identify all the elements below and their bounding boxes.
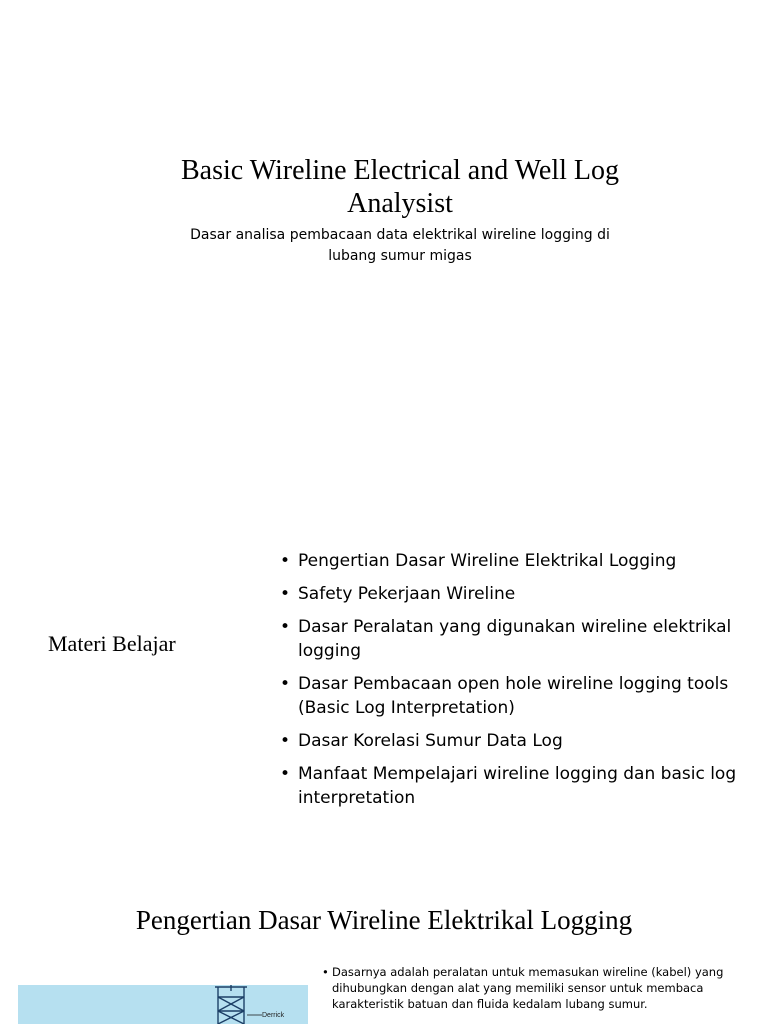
bullet-icon: • (280, 764, 291, 784)
pengertian-description (322, 964, 758, 1012)
list-item-text: Dasar Pembacaan open hole wireline logging tools (Basic Log Interpretation) (298, 674, 729, 718)
list-item-text: Pengertian Dasar Wireline Elektrikal Logging (298, 551, 677, 571)
list-item-text: Dasar Peralatan yang digunakan wireline elektrikal logging (298, 617, 732, 661)
list-item-text: Safety Pekerjaan Wireline (298, 584, 516, 604)
list-item (280, 582, 750, 606)
list-item (280, 729, 750, 753)
list-item-text: Dasar Korelasi Sumur Data Log (298, 731, 563, 751)
bullet-icon: • (280, 617, 291, 637)
presentation-title: Basic Wireline Electrical and Well Log Analysist (181, 155, 619, 219)
materi-list (280, 549, 750, 819)
derrick-label: Derrick (262, 1012, 285, 1019)
list-item (280, 615, 750, 663)
bullet-icon: • (280, 674, 291, 694)
list-item-text: Manfaat Mempelajari wireline logging dan basic log interpretation (298, 764, 737, 808)
list-item (280, 549, 750, 573)
bullet-icon: • (280, 731, 291, 751)
materi-title: Materi Belajar (48, 631, 176, 656)
bullet-icon: • (322, 965, 329, 979)
bullet-icon: • (280, 551, 291, 571)
pengertian-title: Pengertian Dasar Wireline Elektrikal Logging (135, 905, 633, 935)
list-item (280, 762, 750, 810)
presentation-subtitle: Dasar analisa pembacaan data elektrikal wireline logging di lubang sumur migas (190, 227, 610, 264)
list-item (280, 672, 750, 720)
description-text: Dasarnya adalah peralatan untuk memasukan wireline (kabel) yang dihubungkan dengan alat yang memiliki sensor untuk membaca karakteristik batuan dan fluida kedalam lubang sumur. (332, 965, 724, 1011)
bullet-icon: • (280, 584, 291, 604)
